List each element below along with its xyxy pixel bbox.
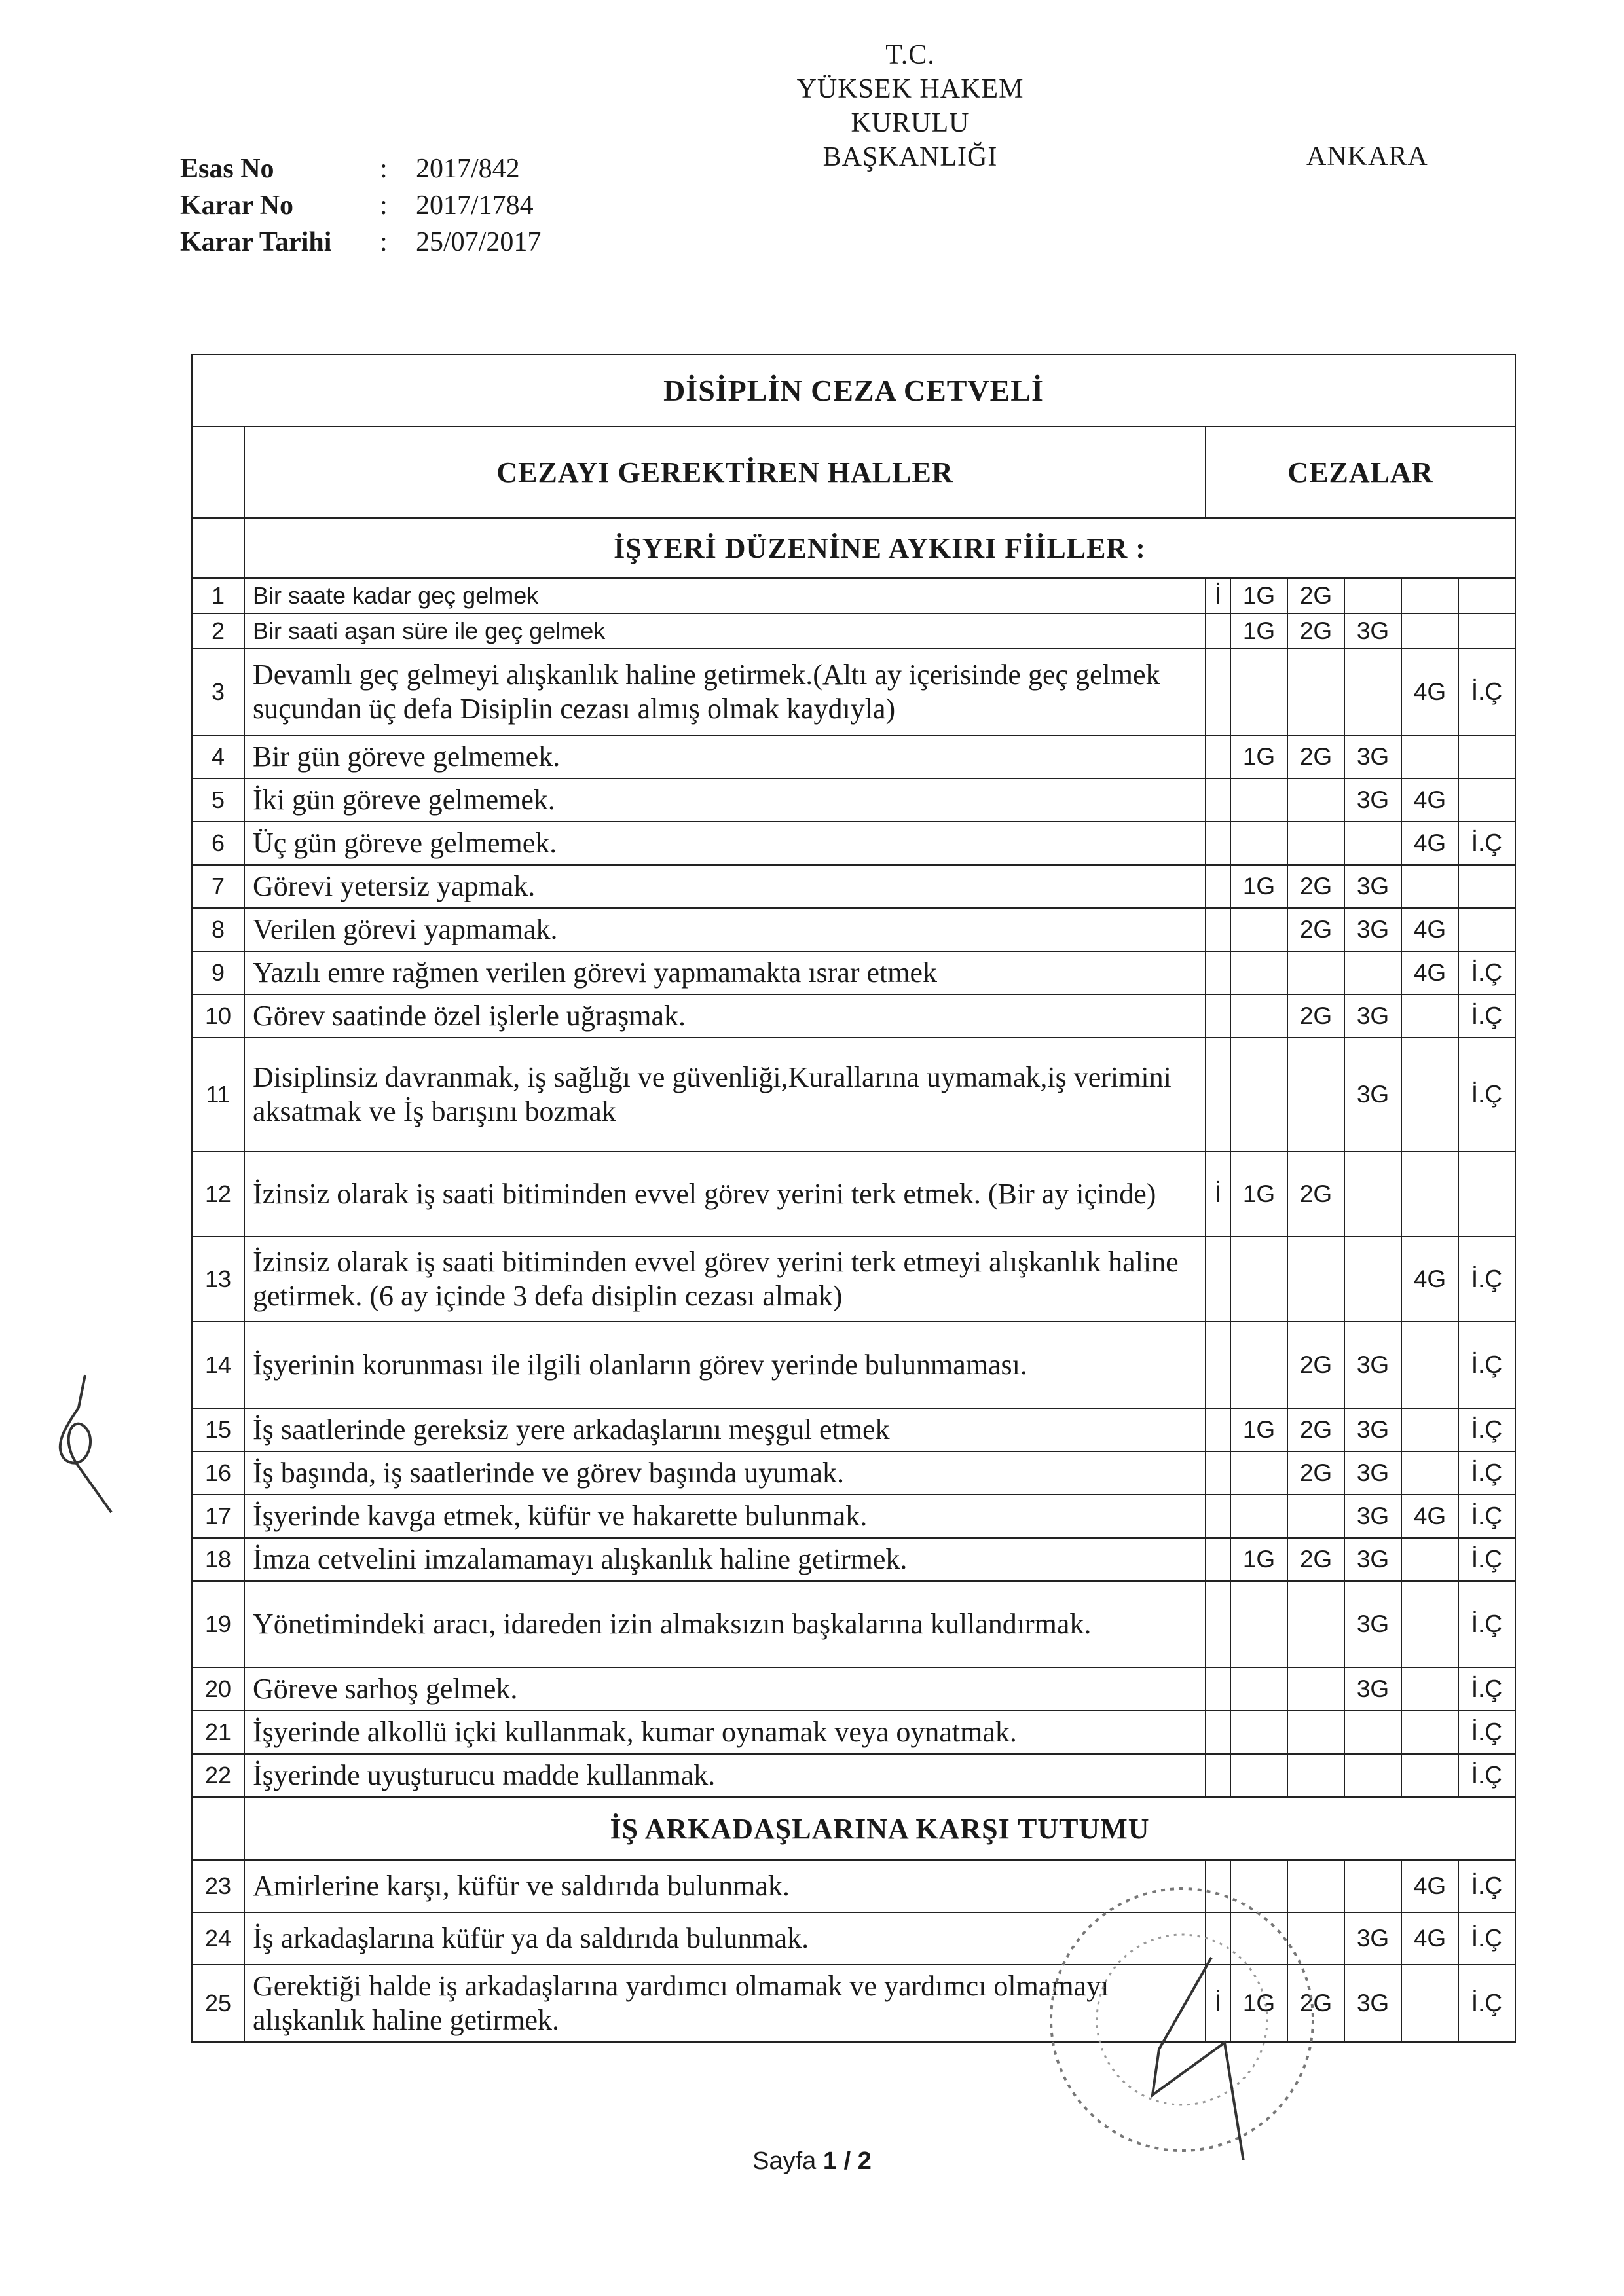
section-row [192,518,1515,578]
penalty-cell: 3G [1344,865,1401,908]
official-stamp [1041,1879,1323,2160]
table-row [192,613,1515,649]
penalty-cell: 3G [1344,1538,1401,1581]
table-row [192,1322,1515,1408]
penalty-cell: İ.Ç [1458,1754,1515,1797]
penalty-cell [1401,1754,1458,1797]
row-number: 21 [192,1711,244,1754]
penalty-cell: İ.Ç [1458,951,1515,994]
penalty-cell: 2G [1287,1152,1344,1237]
penalty-cell [1206,613,1230,649]
penalty-cell: 3G [1344,908,1401,951]
case-description: İş arkadaşlarına küfür ya da saldırıda bulunmak. [244,1912,1206,1965]
section-title: İŞYERİ DÜZENİNE AYKIRI FİİLLER : [244,518,1515,578]
case-description: İşyerinin korunması ile ilgili olanların görev yerinde bulunmaması. [244,1322,1206,1408]
table-row [192,1538,1515,1581]
row-number: 20 [192,1667,244,1711]
penalty-cell [1206,735,1230,778]
penalty-cell: 2G [1287,908,1344,951]
row-number: 11 [192,1038,244,1152]
table-row [192,1711,1515,1754]
case-description: Göreve sarhoş gelmek. [244,1667,1206,1711]
row-number: 6 [192,822,244,865]
penalty-cell: İ.Ç [1458,649,1515,735]
penalty-cell: İ [1206,1152,1230,1237]
penalty-cell [1344,578,1401,613]
penalty-cell: 3G [1344,1912,1401,1965]
penalty-cell: 3G [1344,1495,1401,1538]
penalty-cell: İ.Ç [1458,822,1515,865]
row-number: 18 [192,1538,244,1581]
penalty-cell: 1G [1230,1152,1287,1237]
col-header-cases: CEZAYI GEREKTİREN HALLER [244,426,1206,518]
penalty-cell: 2G [1287,994,1344,1038]
row-number: 5 [192,778,244,822]
row-number: 4 [192,735,244,778]
penalty-cell: 4G [1401,1912,1458,1965]
case-description: İki gün göreve gelmemek. [244,778,1206,822]
case-description: İzinsiz olarak iş saati bitiminden evvel görev yerini terk etmek. (Bir ay içinde) [244,1152,1206,1237]
penalty-cell [1230,822,1287,865]
penalty-cell [1206,778,1230,822]
penalty-cell: İ [1206,578,1230,613]
header-org-sub: BAŞKANLIĞI [822,142,998,172]
penalty-cell: 1G [1230,865,1287,908]
meta-row: Karar No : 2017/1784 [180,187,541,224]
signature-mark [39,1368,138,1519]
penalty-cell: İ.Ç [1458,1581,1515,1667]
penalty-cell [1287,951,1344,994]
penalty-cell: 1G [1230,613,1287,649]
penalty-cell: 4G [1401,822,1458,865]
case-description: İş başında, iş saatlerinde ve görev başında uyumak. [244,1451,1206,1495]
case-description: Bir gün göreve gelmemek. [244,735,1206,778]
penalty-cell: İ.Ç [1458,1038,1515,1152]
row-number: 8 [192,908,244,951]
row-number: 3 [192,649,244,735]
row-number: 25 [192,1965,244,2042]
penalty-cell [1287,1754,1344,1797]
penalty-cell: 4G [1401,778,1458,822]
case-description: İş saatlerinde gereksiz yere arkadaşlarını meşgul etmek [244,1408,1206,1451]
table-row [192,1152,1515,1237]
penalty-cell: İ [1206,1965,1230,2042]
penalty-cell [1344,822,1401,865]
penalty-cell: İ.Ç [1458,1495,1515,1538]
table-row [192,578,1515,613]
meta-row: Karar Tarihi : 25/07/2017 [180,224,541,261]
penalty-cell: 2G [1287,1408,1344,1451]
penalty-cell [1206,1538,1230,1581]
penalty-cell [1401,1965,1458,2042]
penalty-cell [1401,994,1458,1038]
case-description: Verilen görevi yapmamak. [244,908,1206,951]
penalty-cell [1230,1322,1287,1408]
table-row [192,951,1515,994]
table-row [192,735,1515,778]
row-number: 23 [192,1860,244,1912]
case-description: Amirlerine karşı, küfür ve saldırıda bulunmak. [244,1860,1206,1912]
penalty-cell: 2G [1287,735,1344,778]
penalty-cell [1401,1038,1458,1152]
penalty-cell [1206,994,1230,1038]
penalty-cell [1230,951,1287,994]
penalty-cell [1344,1711,1401,1754]
penalty-cell [1344,649,1401,735]
penalty-cell: 2G [1287,1965,1344,2042]
penalty-cell: 2G [1287,613,1344,649]
case-description: İşyerinde uyuşturucu madde kullanmak. [244,1754,1206,1797]
penalty-cell [1206,951,1230,994]
penalty-cell [1206,649,1230,735]
meta-value: 2017/842 [416,154,520,184]
penalty-cell [1230,994,1287,1038]
header-tc: T.C. [885,40,935,70]
penalty-cell [1230,1711,1287,1754]
penalty-cell [1206,865,1230,908]
col-header-penalties: CEZALAR [1206,426,1515,518]
penalty-cell [1287,778,1344,822]
case-description: Bir saate kadar geç gelmek [244,578,1206,613]
penalty-cell [1206,908,1230,951]
penalty-cell [1230,1581,1287,1667]
row-number: 15 [192,1408,244,1451]
case-description: İşyerinde alkollü içki kullanmak, kumar oynamak veya oynatmak. [244,1711,1206,1754]
penalty-cell [1401,735,1458,778]
penalty-cell [1344,1754,1401,1797]
table-row [192,649,1515,735]
penalty-cell [1230,1451,1287,1495]
penalty-cell: 4G [1401,908,1458,951]
row-number: 14 [192,1322,244,1408]
penalty-cell [1230,1667,1287,1711]
meta-value: 2017/1784 [416,191,534,221]
penalty-cell [1401,1408,1458,1451]
penalty-cell: 3G [1344,1581,1401,1667]
case-description: Görev saatinde özel işlerle uğraşmak. [244,994,1206,1038]
meta-label: Karar Tarihi [180,227,332,257]
penalty-cell: 3G [1344,735,1401,778]
row-number: 9 [192,951,244,994]
row-number: 19 [192,1581,244,1667]
case-description: Bir saati aşan süre ile geç gelmek [244,613,1206,649]
penalty-cell [1230,649,1287,735]
penalty-cell [1401,1667,1458,1711]
penalty-cell [1401,1711,1458,1754]
penalty-cell [1206,1495,1230,1538]
table-row [192,1667,1515,1711]
penalty-cell [1287,822,1344,865]
penalty-cell [1206,1237,1230,1322]
section-title: İŞ ARKADAŞLARINA KARŞI TUTUMU [244,1797,1515,1860]
penalty-cell: İ.Ç [1458,1965,1515,2042]
penalty-cell [1458,778,1515,822]
row-number: 1 [192,578,244,613]
table-row [192,1754,1515,1797]
penalty-cell: İ.Ç [1458,1408,1515,1451]
table-row [192,1451,1515,1495]
penalty-cell: 2G [1287,578,1344,613]
penalty-cell: İ.Ç [1458,1237,1515,1322]
penalty-cell [1401,865,1458,908]
penalty-cell: İ.Ç [1458,1912,1515,1965]
penalty-cell: 2G [1287,1538,1344,1581]
penalty-cell [1230,1495,1287,1538]
penalty-cell [1206,1667,1230,1711]
row-number: 10 [192,994,244,1038]
case-description: Yönetimindeki aracı, idareden izin almaksızın başkalarına kullandırmak. [244,1581,1206,1667]
case-description: Görevi yetersiz yapmak. [244,865,1206,908]
penalty-cell [1206,1408,1230,1451]
page-number: 1 [822,2147,838,2175]
case-description: Yazılı emre rağmen verilen görevi yapmamakta ısrar etmek [244,951,1206,994]
case-meta [180,151,541,261]
row-number: 7 [192,865,244,908]
penalty-cell [1344,1152,1401,1237]
table-row [192,1038,1515,1152]
penalty-cell: 3G [1344,1965,1401,2042]
penalty-cell [1401,1451,1458,1495]
penalty-cell: 4G [1401,1495,1458,1538]
penalty-cell: 3G [1344,1667,1401,1711]
case-description: Disiplinsiz davranmak, iş sağlığı ve güvenliği,Kurallarına uymamak,iş verimini aksatmak ve İş barışını bozmak [244,1038,1206,1152]
penalty-cell [1206,1581,1230,1667]
penalty-cell [1458,613,1515,649]
penalty-cell [1287,1581,1344,1667]
table-row [192,1495,1515,1538]
header-org: YÜKSEK HAKEM KURULU [796,74,1024,138]
penalty-cell [1401,578,1458,613]
table-row [192,1581,1515,1667]
penalty-cell [1230,1038,1287,1152]
penalty-cell: İ.Ç [1458,1860,1515,1912]
penalty-cell: 4G [1401,951,1458,994]
penalty-cell: İ.Ç [1458,1538,1515,1581]
table-row [192,822,1515,865]
penalty-cell [1458,1152,1515,1237]
penalty-cell [1344,951,1401,994]
penalty-cell: 2G [1287,1451,1344,1495]
table-title: DİSİPLİN CEZA CETVELİ [192,354,1515,426]
penalty-cell: 4G [1401,1860,1458,1912]
penalty-cell: 3G [1344,994,1401,1038]
table-row [192,908,1515,951]
penalty-cell: 1G [1230,1965,1287,2042]
penalty-cell: 1G [1230,735,1287,778]
penalty-cell [1458,578,1515,613]
meta-label: Karar No [180,191,294,221]
penalty-cell [1287,1237,1344,1322]
case-description: İzinsiz olarak iş saati bitiminden evvel görev yerini terk etmeyi alışkanlık haline getirmek. (6 ay içinde 3 defa disiplin cezası almak) [244,1237,1206,1322]
row-number: 17 [192,1495,244,1538]
case-description: Üç gün göreve gelmemek. [244,822,1206,865]
penalty-cell: 3G [1344,1322,1401,1408]
penalty-cell [1458,735,1515,778]
penalty-cell [1458,908,1515,951]
penalty-cell: 1G [1230,578,1287,613]
penalty-cell: 3G [1344,778,1401,822]
table-row [192,1408,1515,1451]
penalty-cell [1287,1495,1344,1538]
meta-label: Esas No [180,154,274,184]
table-row [192,1237,1515,1322]
penalty-cell [1344,1237,1401,1322]
section-row [192,1797,1515,1860]
penalty-cell: 3G [1344,1408,1401,1451]
penalty-cell: İ.Ç [1458,1667,1515,1711]
meta-value: 25/07/2017 [416,227,542,257]
penalty-table [191,354,1516,2043]
row-number: 2 [192,613,244,649]
case-description: İşyerinde kavga etmek, küfür ve hakarette bulunmak. [244,1495,1206,1538]
meta-row: Esas No : 2017/842 [180,151,541,187]
penalty-cell [1230,1754,1287,1797]
row-number: 24 [192,1912,244,1965]
penalty-cell: İ.Ç [1458,1322,1515,1408]
penalty-cell [1458,865,1515,908]
penalty-cell [1401,1322,1458,1408]
penalty-cell: 1G [1230,1538,1287,1581]
row-number: 22 [192,1754,244,1797]
penalty-cell [1401,613,1458,649]
penalty-cell [1206,822,1230,865]
table-row [192,994,1515,1038]
penalty-cell [1344,1860,1401,1912]
penalty-cell [1230,1237,1287,1322]
table-row [192,778,1515,822]
penalty-cell [1230,908,1287,951]
penalty-cell: 4G [1401,649,1458,735]
penalty-cell: 1G [1230,1408,1287,1451]
penalty-cell: İ.Ç [1458,1451,1515,1495]
penalty-cell [1230,778,1287,822]
case-description: Devamlı geç gelmeyi alışkanlık haline getirmek.(Altı ay içerisinde geç gelmek suçundan üç defa Disiplin cezası almış olmak kaydıyla) [244,649,1206,735]
penalty-cell: 2G [1287,865,1344,908]
penalty-cell [1206,1711,1230,1754]
penalty-cell: 3G [1344,1038,1401,1152]
penalty-cell [1206,1322,1230,1408]
page-total: 2 [857,2147,872,2175]
penalty-cell [1401,1152,1458,1237]
row-number: 12 [192,1152,244,1237]
penalty-cell: 3G [1344,613,1401,649]
penalty-cell: 2G [1287,1322,1344,1408]
penalty-cell: İ.Ç [1458,994,1515,1038]
page-footer: Sayfa 1 / 2 [752,2147,872,2175]
header-city: ANKARA [1306,141,1428,172]
penalty-cell [1401,1581,1458,1667]
case-description: Gerektiği halde iş arkadaşlarına yardımcı olmamak ve yardımcı olmamayı alışkanlık haline getirmek. [244,1965,1206,2042]
penalty-cell [1287,649,1344,735]
penalty-cell [1287,1711,1344,1754]
penalty-cell [1206,1451,1230,1495]
penalty-cell: İ.Ç [1458,1711,1515,1754]
penalty-cell [1287,1667,1344,1711]
table-row [192,865,1515,908]
penalty-cell: 3G [1344,1451,1401,1495]
penalty-cell [1401,1538,1458,1581]
document-header [747,38,1074,174]
penalty-cell [1206,1038,1230,1152]
penalty-cell [1287,1038,1344,1152]
penalty-cell [1206,1754,1230,1797]
row-number: 16 [192,1451,244,1495]
case-description: İmza cetvelini imzalamamayı alışkanlık haline getirmek. [244,1538,1206,1581]
penalty-cell: 4G [1401,1237,1458,1322]
row-number: 13 [192,1237,244,1322]
